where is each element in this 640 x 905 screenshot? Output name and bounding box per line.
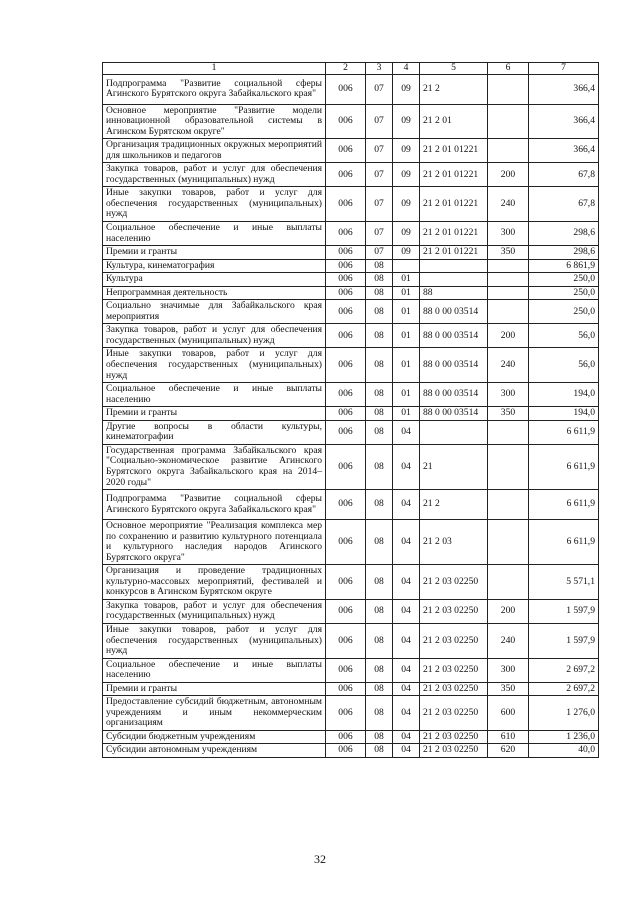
row-subsection [393,259,420,273]
header-cell: 3 [366,63,393,75]
row-subsection: 01 [393,273,420,287]
row-amount: 194,0 [529,407,599,421]
row-name: Субсидии бюджетным учреждениям [103,730,326,744]
row-target-article: 88 [420,286,488,300]
row-target-article: 21 [420,444,488,489]
table-row [103,286,599,300]
row-section: 08 [366,348,393,383]
row-name: Закупка товаров, работ и услуг для обеспечения государственных (муниципальных) нужд [103,163,326,187]
row-code: 006 [326,246,366,260]
row-target-article: 21 2 01 01221 [420,187,488,222]
row-target-article: 21 2 03 02250 [420,623,488,658]
row-target-article: 21 2 03 02250 [420,658,488,682]
header-cell: 1 [103,63,326,75]
row-expense-type: 200 [488,324,529,348]
row-name: Предоставление субсидий бюджетным, автономным учреждениям и иным некоммерческим организациям [103,696,326,731]
row-target-article [420,420,488,444]
table-row [103,348,599,383]
row-expense-type: 240 [488,187,529,222]
row-code: 006 [326,273,366,287]
row-code: 006 [326,383,366,407]
table-row [103,324,599,348]
header-cell: 7 [529,63,599,75]
row-name: Иные закупки товаров, работ и услуг для обеспечения государственных (муниципальных) нужд [103,348,326,383]
row-name: Иные закупки товаров, работ и услуг для обеспечения государственных (муниципальных) нужд [103,187,326,222]
row-subsection: 04 [393,682,420,696]
row-name: Непрограммная деятельность [103,286,326,300]
row-code: 006 [326,300,366,324]
row-section: 08 [366,420,393,444]
row-code: 006 [326,407,366,421]
row-section: 08 [366,286,393,300]
row-code: 006 [326,222,366,246]
row-subsection: 01 [393,407,420,421]
row-section: 07 [366,139,393,163]
row-target-article: 21 2 03 02250 [420,599,488,623]
row-section: 08 [366,565,393,600]
row-amount: 1 597,9 [529,599,599,623]
row-subsection: 04 [393,730,420,744]
row-code: 006 [326,187,366,222]
row-target-article: 88 0 00 03514 [420,324,488,348]
row-code: 006 [326,658,366,682]
row-expense-type: 350 [488,407,529,421]
row-code: 006 [326,104,366,139]
row-target-article: 21 2 01 01221 [420,246,488,260]
table-row [103,222,599,246]
row-expense-type [488,420,529,444]
row-target-article: 21 2 01 01221 [420,139,488,163]
row-amount: 250,0 [529,300,599,324]
row-target-article: 21 2 03 02250 [420,565,488,600]
table-row [103,139,599,163]
row-name: Государственная программа Забайкальского края "Социально-экономическое развитие Агинского Бурятского округа Забайкальского края на 2014–2020 годы" [103,444,326,489]
row-subsection: 04 [393,420,420,444]
row-section: 08 [366,658,393,682]
row-code: 006 [326,163,366,187]
row-amount: 1 276,0 [529,696,599,731]
row-section: 07 [366,187,393,222]
row-target-article: 21 2 03 02250 [420,682,488,696]
row-expense-type [488,444,529,489]
row-expense-type: 240 [488,623,529,658]
row-section: 08 [366,599,393,623]
row-subsection: 01 [393,286,420,300]
row-section: 08 [366,682,393,696]
row-expense-type [488,139,529,163]
row-amount: 6 611,9 [529,444,599,489]
row-amount: 67,8 [529,163,599,187]
row-amount: 298,6 [529,246,599,260]
row-name: Закупка товаров, работ и услуг для обеспечения государственных (муниципальных) нужд [103,324,326,348]
page-number: 32 [314,852,326,866]
row-expense-type [488,520,529,565]
row-target-article: 88 0 00 03514 [420,383,488,407]
row-expense-type: 300 [488,383,529,407]
row-code: 006 [326,139,366,163]
row-expense-type [488,74,529,104]
row-name: Основное мероприятие "Развитие модели инновационной образовательной системы в Агинском Бурятском округе" [103,104,326,139]
row-expense-type: 240 [488,348,529,383]
header-row [103,63,599,75]
row-expense-type: 200 [488,163,529,187]
row-target-article: 88 0 00 03514 [420,348,488,383]
row-subsection: 04 [393,520,420,565]
row-section: 07 [366,222,393,246]
row-section: 08 [366,623,393,658]
table-row [103,520,599,565]
table-row [103,74,599,104]
table-row [103,300,599,324]
row-code: 006 [326,286,366,300]
row-subsection: 09 [393,74,420,104]
row-amount: 2 697,2 [529,682,599,696]
row-amount: 56,0 [529,324,599,348]
table-row [103,420,599,444]
row-amount: 366,4 [529,74,599,104]
row-target-article: 21 2 03 02250 [420,730,488,744]
row-name: Другие вопросы в области культуры, кинематографии [103,420,326,444]
row-code: 006 [326,259,366,273]
row-expense-type [488,300,529,324]
row-subsection: 09 [393,139,420,163]
header-cell: 5 [420,63,488,75]
row-amount: 6 611,9 [529,420,599,444]
row-amount: 56,0 [529,348,599,383]
row-name: Основное мероприятие "Реализация комплекса мер по сохранению и развитию культурного потенциала и культурного наследия народов Агинского Бурятского округа" [103,520,326,565]
row-name: Культура [103,273,326,287]
table-row [103,104,599,139]
row-amount: 2 697,2 [529,658,599,682]
row-subsection: 04 [393,696,420,731]
row-expense-type: 300 [488,222,529,246]
table-row [103,246,599,260]
row-code: 006 [326,682,366,696]
row-expense-type [488,273,529,287]
row-section: 07 [366,74,393,104]
row-amount: 298,6 [529,222,599,246]
row-amount: 5 571,1 [529,565,599,600]
row-name: Премии и гранты [103,682,326,696]
row-code: 006 [326,744,366,758]
table-row [103,273,599,287]
row-name: Социально значимые для Забайкальского края мероприятия [103,300,326,324]
row-name: Социальное обеспечение и иные выплаты населению [103,222,326,246]
row-section: 08 [366,520,393,565]
row-amount: 366,4 [529,139,599,163]
row-target-article: 21 2 01 [420,104,488,139]
row-code: 006 [326,420,366,444]
table-row [103,730,599,744]
row-section: 08 [366,383,393,407]
row-subsection: 04 [393,658,420,682]
table-row [103,187,599,222]
row-target-article: 21 2 [420,490,488,520]
row-section: 08 [366,273,393,287]
row-code: 006 [326,696,366,731]
row-expense-type [488,259,529,273]
row-section: 08 [366,324,393,348]
table-row [103,383,599,407]
row-section: 08 [366,259,393,273]
row-code: 006 [326,490,366,520]
row-name: Закупка товаров, работ и услуг для обеспечения государственных (муниципальных) нужд [103,599,326,623]
row-amount: 6 611,9 [529,490,599,520]
row-code: 006 [326,444,366,489]
row-target-article: 88 0 00 03514 [420,300,488,324]
row-expense-type: 620 [488,744,529,758]
row-subsection: 09 [393,246,420,260]
row-section: 08 [366,407,393,421]
row-code: 006 [326,74,366,104]
row-expense-type: 200 [488,599,529,623]
row-code: 006 [326,324,366,348]
row-expense-type: 300 [488,658,529,682]
row-subsection: 04 [393,623,420,658]
row-amount: 67,8 [529,187,599,222]
row-subsection: 01 [393,348,420,383]
row-name: Организация и проведение традиционных культурно-массовых мероприятий, фестивалей и конкурсов в Агинском Бурятском округе [103,565,326,600]
row-target-article: 88 0 00 03514 [420,407,488,421]
row-expense-type: 610 [488,730,529,744]
row-target-article [420,259,488,273]
table-row [103,744,599,758]
table-row [103,407,599,421]
row-section: 07 [366,163,393,187]
row-code: 006 [326,348,366,383]
row-subsection: 01 [393,300,420,324]
row-name: Социальное обеспечение и иные выплаты населению [103,383,326,407]
row-subsection: 04 [393,444,420,489]
header-cell: 4 [393,63,420,75]
table-row [103,565,599,600]
row-amount: 1 597,9 [529,623,599,658]
row-section: 08 [366,490,393,520]
row-subsection: 09 [393,222,420,246]
row-expense-type [488,490,529,520]
table-row [103,599,599,623]
row-expense-type: 350 [488,246,529,260]
row-subsection: 04 [393,565,420,600]
row-amount: 366,4 [529,104,599,139]
table-row [103,696,599,731]
row-name: Культура, кинематография [103,259,326,273]
row-target-article [420,273,488,287]
row-name: Премии и гранты [103,407,326,421]
table-row [103,163,599,187]
row-target-article: 21 2 01 01221 [420,163,488,187]
row-name: Подпрограмма "Развитие социальной сферы Агинского Бурятского округа Забайкальского края" [103,490,326,520]
row-target-article: 21 2 03 [420,520,488,565]
row-target-article: 21 2 [420,74,488,104]
row-section: 07 [366,246,393,260]
row-section: 08 [366,730,393,744]
row-subsection: 09 [393,187,420,222]
row-section: 08 [366,300,393,324]
table-row [103,658,599,682]
row-amount: 250,0 [529,286,599,300]
row-target-article: 21 2 03 02250 [420,696,488,731]
table-row [103,490,599,520]
table-row [103,259,599,273]
header-cell: 6 [488,63,529,75]
row-amount: 40,0 [529,744,599,758]
row-section: 07 [366,104,393,139]
row-amount: 250,0 [529,273,599,287]
row-code: 006 [326,599,366,623]
row-subsection: 09 [393,104,420,139]
row-expense-type [488,104,529,139]
row-name: Иные закупки товаров, работ и услуг для обеспечения государственных (муниципальных) нужд [103,623,326,658]
row-expense-type [488,565,529,600]
row-section: 08 [366,744,393,758]
row-amount: 6 861,9 [529,259,599,273]
budget-table [102,62,599,758]
row-target-article: 21 2 03 02250 [420,744,488,758]
row-section: 08 [366,444,393,489]
table-row [103,623,599,658]
row-subsection: 09 [393,163,420,187]
row-code: 006 [326,623,366,658]
header-cell: 2 [326,63,366,75]
row-subsection: 01 [393,383,420,407]
table-row [103,444,599,489]
row-target-article: 21 2 01 01221 [420,222,488,246]
row-name: Субсидии автономным учреждениям [103,744,326,758]
row-code: 006 [326,730,366,744]
row-amount: 1 236,0 [529,730,599,744]
table-row [103,682,599,696]
row-section: 08 [366,696,393,731]
row-name: Организация традиционных окружных мероприятий для школьников и педагогов [103,139,326,163]
row-name: Премии и гранты [103,246,326,260]
row-name: Социальное обеспечение и иные выплаты населению [103,658,326,682]
row-expense-type: 600 [488,696,529,731]
row-expense-type [488,286,529,300]
row-subsection: 04 [393,490,420,520]
row-expense-type: 350 [488,682,529,696]
row-subsection: 04 [393,599,420,623]
row-amount: 6 611,9 [529,520,599,565]
row-name: Подпрограмма "Развитие социальной сферы Агинского Бурятского округа Забайкальского края" [103,74,326,104]
row-code: 006 [326,520,366,565]
row-subsection: 01 [393,324,420,348]
row-code: 006 [326,565,366,600]
row-amount: 194,0 [529,383,599,407]
row-subsection: 04 [393,744,420,758]
